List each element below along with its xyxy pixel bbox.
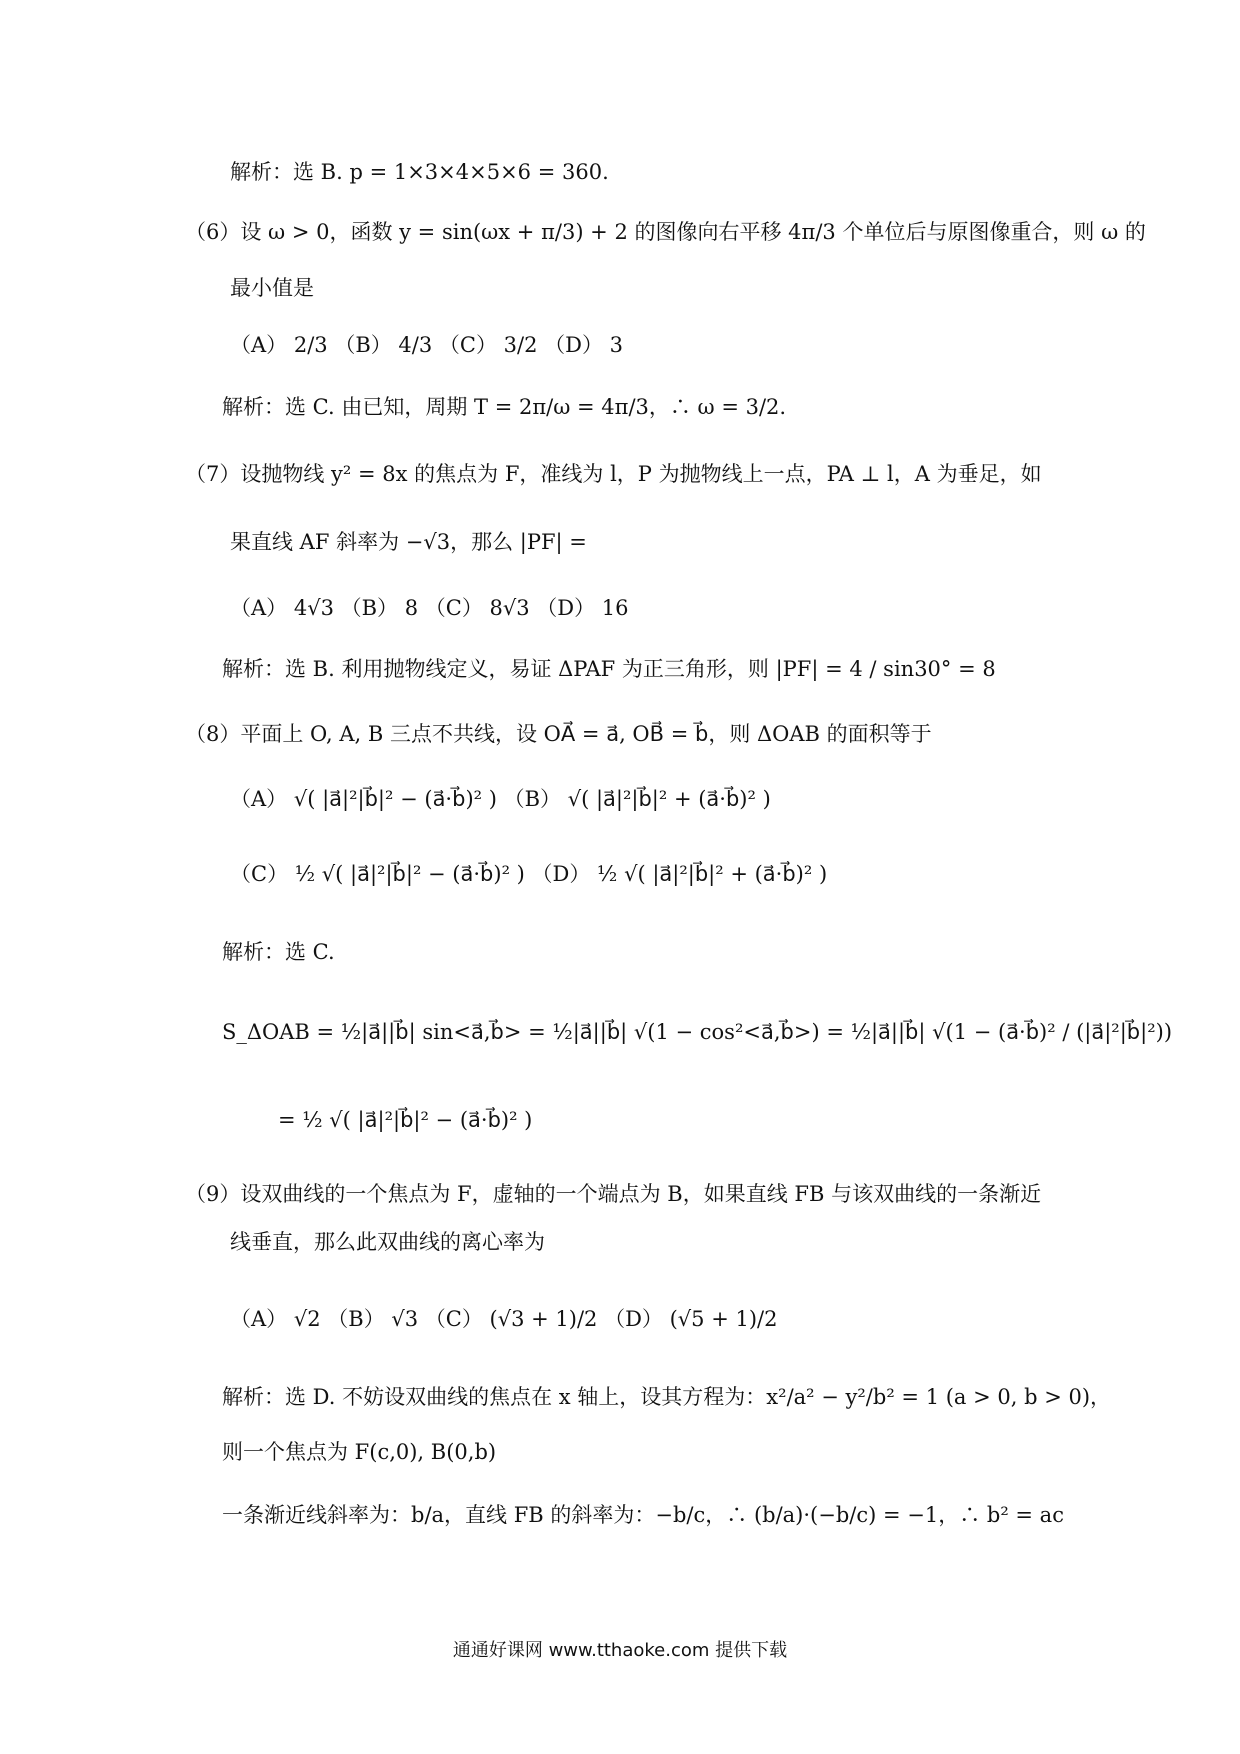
text-line-10: （8）平面上 O, A, B 三点不共线，设 OA⃗ = a⃗, OB⃗ = b⃗，则 ΔOAB 的面积等于	[185, 722, 932, 746]
text-line-21: 一条渐近线斜率为：b/a，直线 FB 的斜率为：−b/c，∴ (b/a)·(−b/c) = −1，∴ b² = ac	[222, 1503, 1064, 1527]
text-line-8: （A） 4√3 （B） 8 （C） 8√3 （D） 16	[230, 596, 629, 620]
text-line-16: （9）设双曲线的一个焦点为 F，虚轴的一个端点为 B，如果直线 FB 与该双曲线的一条渐近	[185, 1182, 1042, 1206]
text-line-5: 解析：选 C. 由已知，周期 T = 2π/ω = 4π/3，∴ ω = 3/2.	[222, 395, 787, 419]
text-line-13: 解析：选 C.	[222, 940, 335, 964]
text-line-19: 解析：选 D. 不妨设双曲线的焦点在 x 轴上，设其方程为：x²/a² − y²/b² = 1 (a > 0, b > 0)，	[222, 1385, 1112, 1409]
text-line-18: （A） √2 （B） √3 （C） (√3 + 1)/2 （D） (√5 + 1)/2	[230, 1307, 778, 1331]
page-footer: 通通好课网 www.tthaoke.com 提供下载	[452, 1640, 788, 1661]
text-line-7: 果直线 AF 斜率为 −√3，那么 |PF| =	[230, 530, 587, 554]
text-line-1: 解析：选 B. p = 1×3×4×5×6 = 360.	[230, 160, 609, 184]
text-line-14: S_ΔOAB = ½|a⃗||b⃗| sin<a⃗,b⃗> = ½|a⃗||b⃗| √(1 − cos²<a⃗,b⃗>) = ½|a⃗||b⃗| √(1 − (a⃗·b⃗)² / (|a⃗|²|b⃗|²))	[222, 1020, 1173, 1044]
text-line-4: （A） 2/3 （B） 4/3 （C） 3/2 （D） 3	[230, 333, 623, 357]
text-line-15: = ½ √( |a⃗|²|b⃗|² − (a⃗·b⃗)² )	[278, 1108, 533, 1132]
text-line-2: （6）设 ω > 0，函数 y = sin(ωx + π/3) + 2 的图像向右平移 4π/3 个单位后与原图像重合，则 ω 的	[185, 220, 1146, 244]
text-line-9: 解析：选 B. 利用抛物线定义，易证 ΔPAF 为正三角形，则 |PF| = 4 / sin30° = 8	[222, 657, 996, 681]
text-line-11: （A） √( |a⃗|²|b⃗|² − (a⃗·b⃗)² ) （B） √( |a⃗|²|b⃗|² + (a⃗·b⃗)² )	[230, 787, 771, 811]
text-line-12: （C） ½ √( |a⃗|²|b⃗|² − (a⃗·b⃗)² ) （D） ½ √( |a⃗|²|b⃗|² + (a⃗·b⃗)² )	[230, 862, 828, 886]
text-line-20: 则一个焦点为 F(c,0), B(0,b)	[222, 1440, 497, 1464]
text-line-3: 最小值是	[230, 276, 314, 300]
text-line-17: 线垂直，那么此双曲线的离心率为	[230, 1230, 545, 1254]
text-line-6: （7）设抛物线 y² = 8x 的焦点为 F，准线为 l，P 为抛物线上一点，PA ⊥ l，A 为垂足，如	[185, 462, 1042, 486]
